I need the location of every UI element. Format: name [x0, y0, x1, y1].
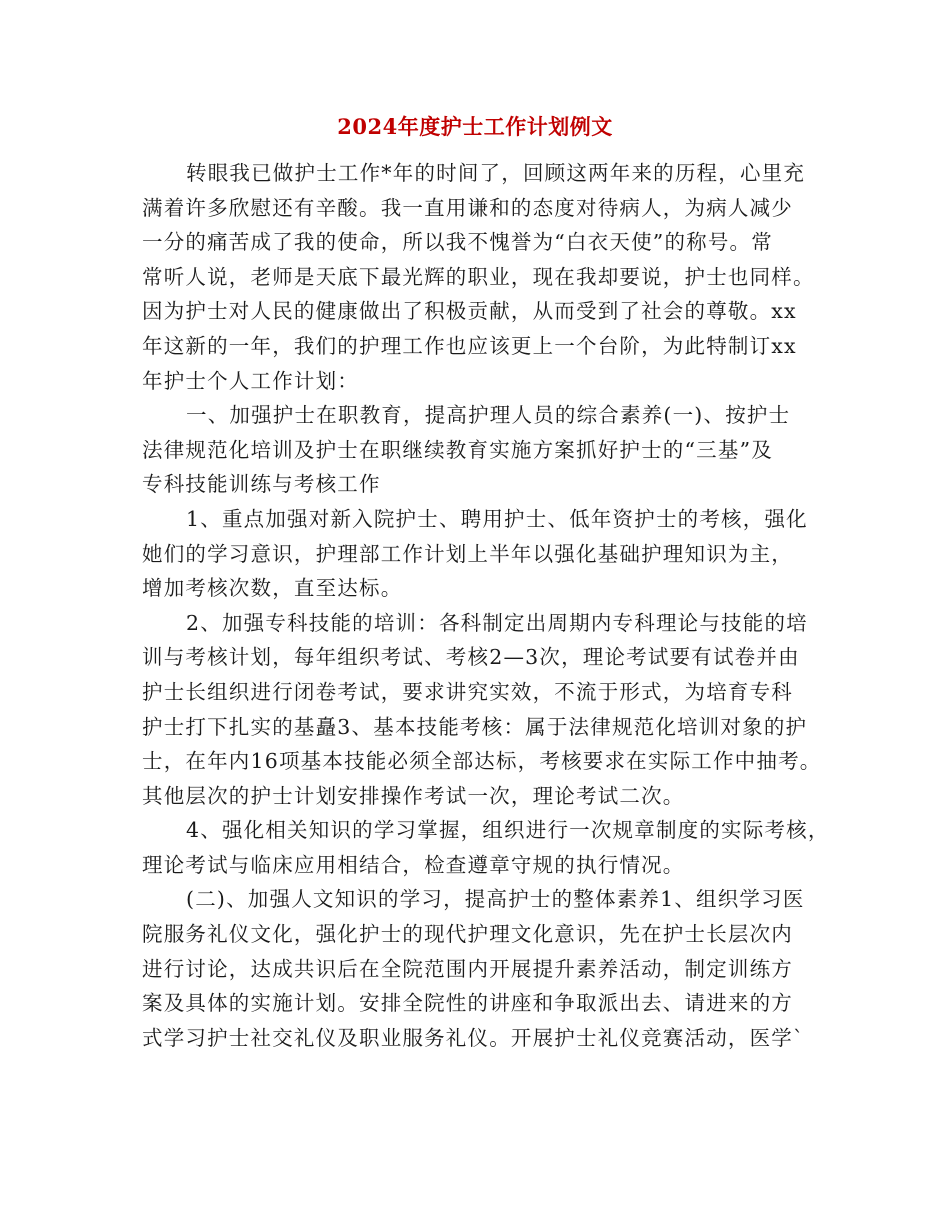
- text-line: 院服务礼仪文化，强化护士的现代护理文化意识，先在护士长层次内: [142, 922, 793, 947]
- text-line: 1、重点加强对新入院护士、聘用护士、低年资护士的考核，强化: [186, 506, 808, 531]
- text-line: 常听人说，老师是天底下最光辉的职业，现在我却要说，护士也同样。: [142, 264, 815, 289]
- text-line: (二)、加强人文知识的学习，提高护士的整体素养1、组织学习医: [186, 887, 805, 912]
- text-line: 专科技能训练与考核工作: [142, 472, 381, 497]
- text-line: 一、加强护士在职教育，提高护理人员的综合素养(一)、按护士: [186, 403, 791, 428]
- text-line: 年护士个人工作计划：: [142, 368, 359, 393]
- text-line: 年这新的一年，我们的护理工作也应该更上一个台阶，为此特制订xx: [142, 333, 797, 358]
- text-line: 进行讨论，达成共识后在全院范围内开展提升素养活动，制定训练方: [142, 956, 793, 981]
- text-line: 她们的学习意识，护理部工作计划上半年以强化基础护理知识为主，: [142, 541, 793, 566]
- text-line: 转眼我已做护士工作*年的时间了，回顾这两年来的历程，心里充: [186, 161, 806, 185]
- text-line: 案及具体的实施计划。安排全院性的讲座和争取派出去、请进来的方: [142, 991, 793, 1016]
- document-title: 2024年度护士工作计划例文: [337, 114, 613, 139]
- text-line: 满着许多欣慰还有辛酸。我一直用谦和的态度对待病人，为病人减少: [142, 195, 793, 220]
- text-line: 4、强化相关知识的学习掌握，组织进行一次规章制度的实际考核，: [186, 818, 830, 843]
- text-line: 式学习护士社交礼仪及职业服务礼仪。开展护士礼仪竞赛活动，医学`: [142, 1025, 805, 1050]
- text-line: 护士打下扎实的基矗3、基本技能考核：属于法律规范化培训对象的护: [142, 714, 808, 739]
- text-line: 理论考试与临床应用相结合，检查遵章守规的执行情况。: [142, 852, 685, 877]
- text-line: 士，在年内16项基本技能必须全部达标，考核要求在实际工作中抽考。: [142, 749, 822, 774]
- text-line: 法律规范化培训及护士在职继续教育实施方案抓好护士的“三基”及: [142, 437, 773, 462]
- text-line: 增加考核次数，直至达标。: [142, 576, 403, 601]
- text-line: 其他层次的护士计划安排操作考试一次，理论考试二次。: [142, 783, 685, 808]
- text-line: 训与考核计划，每年组织考试、考核2—3次，理论考试要有试卷并由: [142, 645, 800, 670]
- text-line: 护士长组织进行闭卷考试，要求讲究实效，不流于形式，为培育专科: [142, 679, 793, 704]
- text-line: 2、加强专科技能的培训：各科制定出周期内专科理论与技能的培: [186, 610, 808, 635]
- text-line: 一分的痛苦成了我的使命，所以我不愧誉为“白衣天使”的称号。常: [142, 230, 773, 255]
- document-body: [142, 156, 830, 1055]
- text-line: 因为护士对人民的健康做出了积极贡献，从而受到了社会的尊敬。xx: [142, 299, 797, 324]
